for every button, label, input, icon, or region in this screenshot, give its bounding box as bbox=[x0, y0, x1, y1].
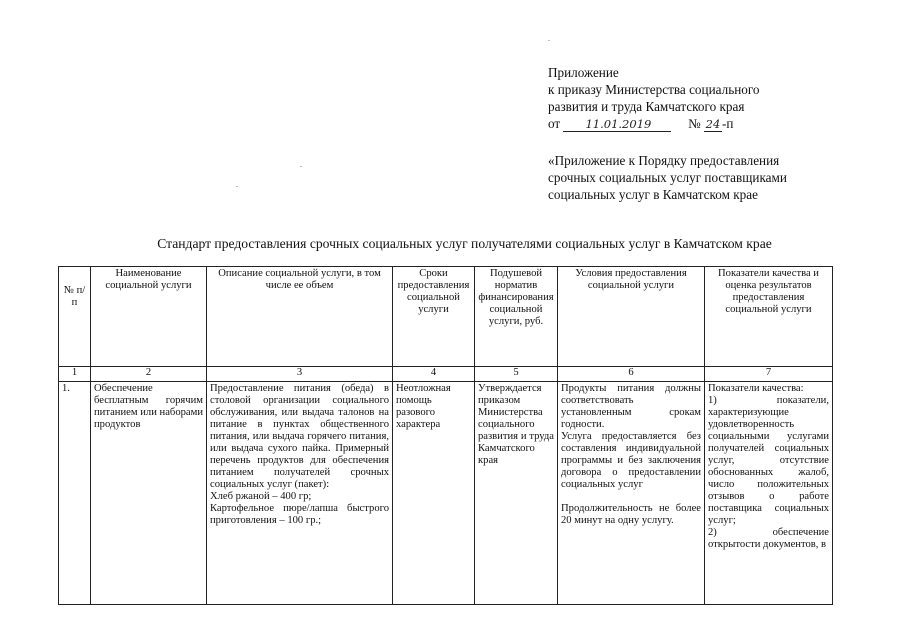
financing-norm: Утверждается приказом Министерства социального развития и труда Камчатского края bbox=[475, 382, 558, 605]
document-title-text: Стандарт предоставления срочных социальных услуг получателями социальных услуг в Камчатском крае bbox=[157, 236, 772, 251]
quality-indicators bbox=[705, 382, 833, 605]
conditions-paragraph: Продукты питания должны соответствовать установленным срокам годности. bbox=[561, 383, 701, 430]
column-header-number: № п/п bbox=[59, 267, 91, 367]
column-header-terms: Сроки предоставления социальной услуги bbox=[393, 267, 475, 367]
column-number: 6 bbox=[558, 367, 705, 382]
scan-speck bbox=[300, 166, 302, 167]
column-number: 3 bbox=[207, 367, 393, 382]
column-header-conditions: Условия предоставления социальной услуги bbox=[558, 267, 705, 367]
header-line-3: развития и труда Камчатского края bbox=[548, 99, 745, 114]
header-line-2: к приказу Министерства социального bbox=[548, 82, 760, 97]
table-header-row bbox=[59, 267, 833, 367]
date-prefix: от bbox=[548, 116, 561, 131]
order-date-handwritten: 11.01.2019 bbox=[563, 118, 671, 132]
document-title bbox=[0, 236, 905, 252]
service-standard-table bbox=[58, 266, 833, 605]
column-header-name: Наименование социальной услуги bbox=[91, 267, 207, 367]
quality-item: 1) показатели, характеризующие удовлетворенность социальными услугами получателей социальных услуг, отсутствие обоснованных жалоб, число положительных отзывов о работе поставщика социальных услуг; bbox=[708, 395, 829, 526]
appendix-line-2: срочных социальных услуг поставщиками bbox=[548, 170, 787, 185]
service-name: Обеспечение бесплатным горячим питанием или наборами продуктов bbox=[91, 382, 207, 605]
table-column-numbers-row bbox=[59, 367, 833, 382]
number-suffix: -п bbox=[721, 116, 734, 131]
quality-item: 2) обеспечение открытости документов, в bbox=[708, 527, 829, 550]
conditions-paragraph: Продолжительность не более 20 минут на одну услугу. bbox=[561, 503, 701, 526]
order-number-handwritten: 24 bbox=[705, 117, 721, 131]
scan-speck bbox=[236, 186, 238, 187]
quality-heading: Показатели качества: bbox=[708, 383, 804, 394]
description-item: Картофельное пюре/лапша быстрого приготовления – 100 гр.; bbox=[210, 503, 389, 526]
column-header-quality: Показатели качества и оценка результатов предоставления социальной услуги bbox=[705, 267, 833, 367]
appendix-line-3: социальных услуг в Камчатском крае bbox=[548, 187, 758, 202]
service-conditions bbox=[558, 382, 705, 605]
scan-speck bbox=[548, 40, 550, 41]
column-number: 1 bbox=[59, 367, 91, 382]
number-prefix: № bbox=[688, 116, 701, 131]
row-number: 1. bbox=[59, 382, 91, 605]
column-header-description: Описание социальной услуги, в том числе ее объем bbox=[207, 267, 393, 367]
service-description bbox=[207, 382, 393, 605]
header-line-1: Приложение bbox=[548, 65, 619, 80]
appendix-line-1: «Приложение к Порядку предоставления bbox=[548, 153, 780, 168]
column-number: 2 bbox=[91, 367, 207, 382]
service-terms: Неотложная помощь разового характера bbox=[393, 382, 475, 605]
appendix-reference bbox=[548, 152, 787, 203]
order-date-number-line bbox=[548, 115, 760, 132]
column-number: 5 bbox=[475, 367, 558, 382]
order-reference bbox=[548, 64, 760, 132]
column-number: 7 bbox=[705, 367, 833, 382]
table-row bbox=[59, 382, 833, 605]
column-header-norm: Подушевой норматив финансирования социальной услуги, руб. bbox=[475, 267, 558, 367]
column-number: 4 bbox=[393, 367, 475, 382]
conditions-paragraph: Услуга предоставляется без составления индивидуальной программы и без заключения договора о предоставлении социальных услуг bbox=[561, 431, 701, 490]
description-item: Хлеб ржаной – 400 гр; bbox=[210, 491, 312, 502]
description-paragraph: Предоставление питания (обеда) в столовой организации социального обслуживания, или выдача талонов на питание в пунктах общественного питания, или выдача горячего питания, или выдача сухого пайка. Примерный перечень продуктов для обеспечения питанием получателей срочных социальных услуг (пакет): bbox=[210, 383, 389, 490]
